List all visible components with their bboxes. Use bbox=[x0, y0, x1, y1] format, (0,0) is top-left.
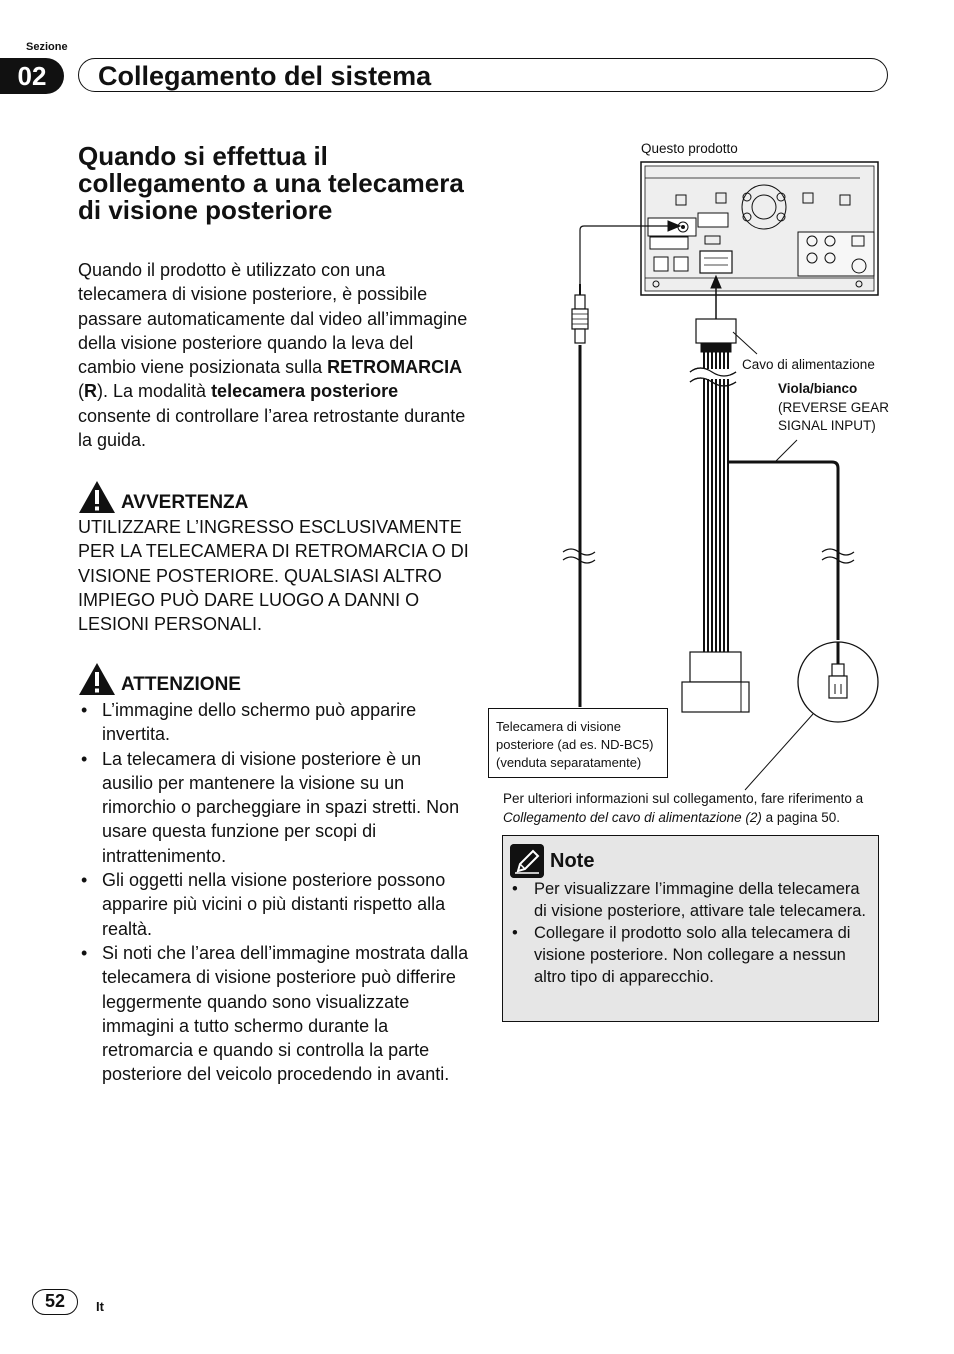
head-unit-rear-panel bbox=[641, 162, 878, 295]
caution-item: • Si noti che l’area dell’immagine mostrata dalla telecamera di visione posteriore può differire leggermente quando sono visualizzate immagini a tutto schermo durante la retromarcia e quando si controlla la parte posteriore del veicolo procedendo in avanti. bbox=[78, 941, 470, 1087]
more-info-prefix: Per ulteriori informazioni sul collegamento, fare riferimento a bbox=[503, 791, 864, 806]
reverse-gear-input-label: (REVERSE GEAR SIGNAL INPUT) bbox=[778, 400, 890, 433]
warning-text: UTILIZZARE L’INGRESSO ESCLUSIVAMENTE PER LA TELECAMERA DI RETROMARCIA O DI VISIONE POSTERIORE. QUALSIASI ALTRO IMPIEGO PUÒ DARE LUOGO A DANNI O LESIONI PERSONALI. bbox=[78, 517, 469, 635]
section-number-badge: 02 bbox=[0, 58, 64, 94]
intro-text-3: consente di controllare l’area retrostante durante la guida. bbox=[78, 405, 466, 451]
magnified-connector bbox=[745, 642, 878, 790]
camera-label: Telecamera di visione posteriore (ad es. ND-BC5) (venduta separatamente) bbox=[496, 719, 654, 770]
intro-text-2: ). La modalità bbox=[97, 381, 212, 402]
reverse-letter: R bbox=[84, 381, 97, 402]
camera-label-box bbox=[488, 708, 668, 778]
warning-title: AVVERTENZA bbox=[121, 492, 249, 513]
caution-item: • Gli oggetti nella visione posteriore possono apparire più vicini o più distanti rispetto alla realtà. bbox=[78, 868, 470, 941]
page-number: 52 bbox=[32, 1289, 78, 1315]
camera-cable bbox=[563, 226, 680, 707]
caution-title: ATTENZIONE bbox=[121, 674, 241, 695]
language-code: It bbox=[96, 1299, 104, 1314]
violet-white-wire-label: Viola/bianco bbox=[778, 381, 858, 396]
section-title: Collegamento del sistema bbox=[98, 61, 432, 91]
more-info-link: Collegamento del cavo di alimentazione (2) bbox=[503, 810, 762, 825]
more-info-text bbox=[503, 789, 893, 827]
intro-text-1: Quando il prodotto è utilizzato con una telecamera di visione posteriore, è possibile passare automaticamente dal video all’immagine della visione posteriore quando la leva del cambio viene posizionata sulla bbox=[78, 260, 468, 378]
product-label: Questo prodotto bbox=[641, 141, 738, 156]
more-info-suffix: a pagina 50. bbox=[761, 810, 840, 825]
retromarcia-term: RETROMARCIA bbox=[327, 357, 463, 378]
caution-item: • La telecamera di visione posteriore è un ausilio per mantenere la visione su un rimorchio o parcheggiare in spazi stretti. Non usare questa funzione per scopi di intrattenimento. bbox=[78, 747, 470, 868]
note-item: • Per visualizzare l’immagine della telecamera di visione posteriore, attivare tale telecamera. bbox=[510, 878, 875, 922]
note-list bbox=[510, 878, 875, 988]
note-item: • Collegare il prodotto solo alla telecamera di visione posteriore. Non collegare a nessun altro tipo di apparecchio. bbox=[510, 922, 875, 988]
section-label: Sezione bbox=[26, 41, 68, 53]
note-title: Note bbox=[550, 850, 595, 872]
page-heading: Quando si effettua il collegamento a una telecamera di visione posteriore bbox=[78, 141, 464, 225]
rear-camera-mode-term: telecamera posteriore bbox=[211, 381, 399, 402]
pencil-icon bbox=[510, 844, 544, 878]
power-cable-label: Cavo di alimentazione bbox=[742, 357, 875, 372]
caution-item: • L’immagine dello schermo può apparire invertita. bbox=[78, 698, 470, 747]
intro-paren: ( bbox=[78, 381, 84, 402]
